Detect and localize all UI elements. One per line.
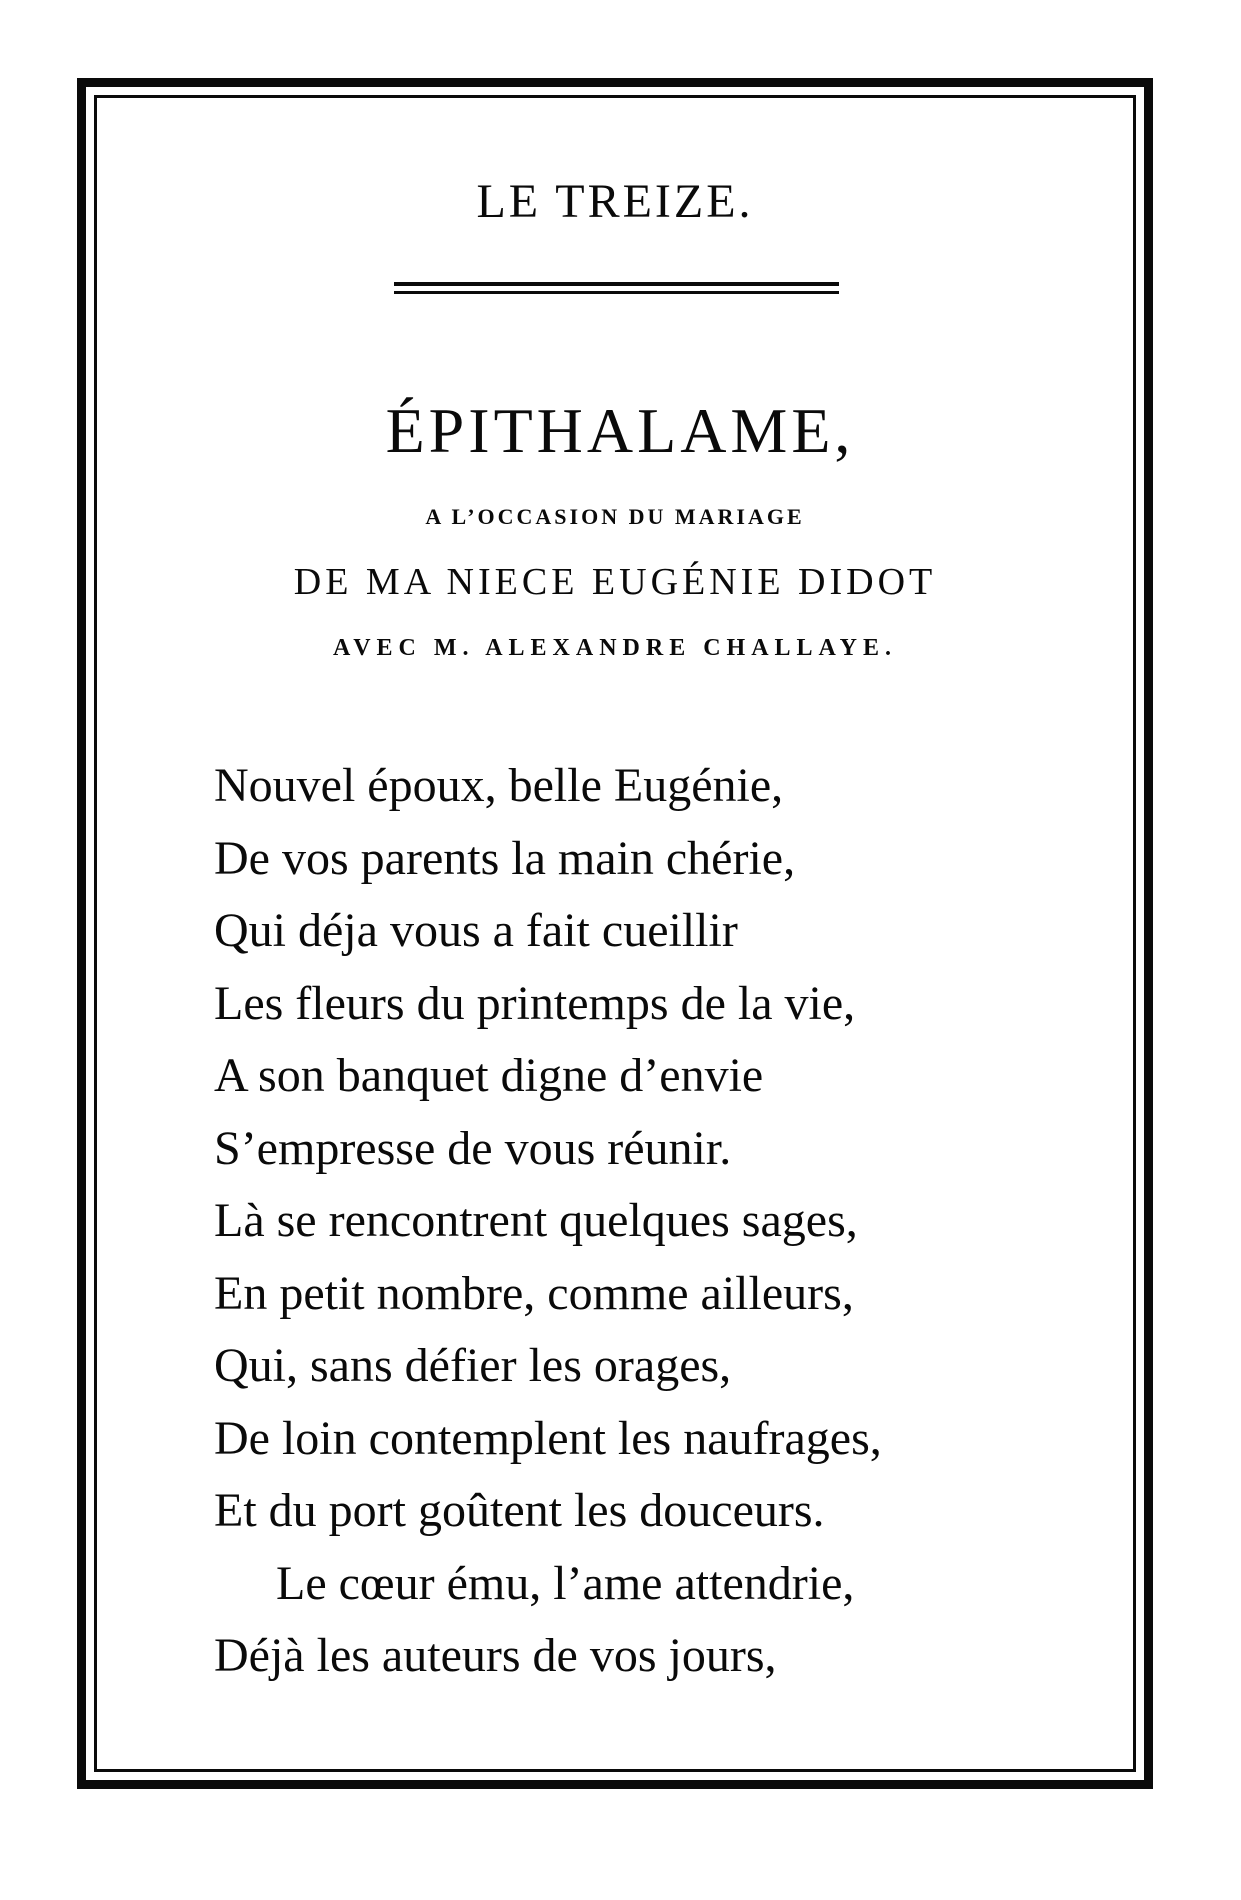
poem-line: Déjà les auteurs de vos jours, — [214, 1629, 777, 1682]
poem-line: Et du port goûtent les douceurs. — [214, 1484, 825, 1537]
poem-line: En petit nombre, comme ailleurs, — [214, 1266, 854, 1320]
running-head: LE TREIZE. — [476, 175, 754, 228]
poem-line: A son banquet digne d’envie — [214, 1049, 764, 1102]
poem-body — [214, 750, 1114, 1693]
poem-title: ÉPITHALAME, — [385, 395, 855, 466]
subtitle-line-2: DE MA NIECE EUGÉNIE DIDOT — [293, 561, 937, 603]
poem-line: Là se rencontrent quelques sages, — [214, 1194, 858, 1247]
poem-line: De loin contemplent les naufrages, — [214, 1411, 882, 1465]
poem-line: Les fleurs du printemps de la vie, — [214, 976, 856, 1030]
double-rule-divider — [394, 282, 839, 294]
subtitle-line-1: A L’OCCASION DU MARIAGE — [425, 504, 805, 529]
poem-line: Le cœur ému, l’ame attendrie, — [276, 1556, 855, 1610]
poem-line: Qui, sans défier les orages, — [214, 1339, 732, 1392]
poem-line: Nouvel époux, belle Eugénie, — [214, 759, 784, 812]
poem-line: De vos parents la main chérie, — [214, 831, 796, 885]
poem-line: S’empresse de vous réunir. — [214, 1121, 732, 1175]
poem-line: Qui déja vous a fait cueillir — [214, 904, 738, 957]
subtitle-line-3: AVEC M. ALEXANDRE CHALLAYE. — [332, 635, 898, 661]
page-content — [97, 98, 1133, 1769]
